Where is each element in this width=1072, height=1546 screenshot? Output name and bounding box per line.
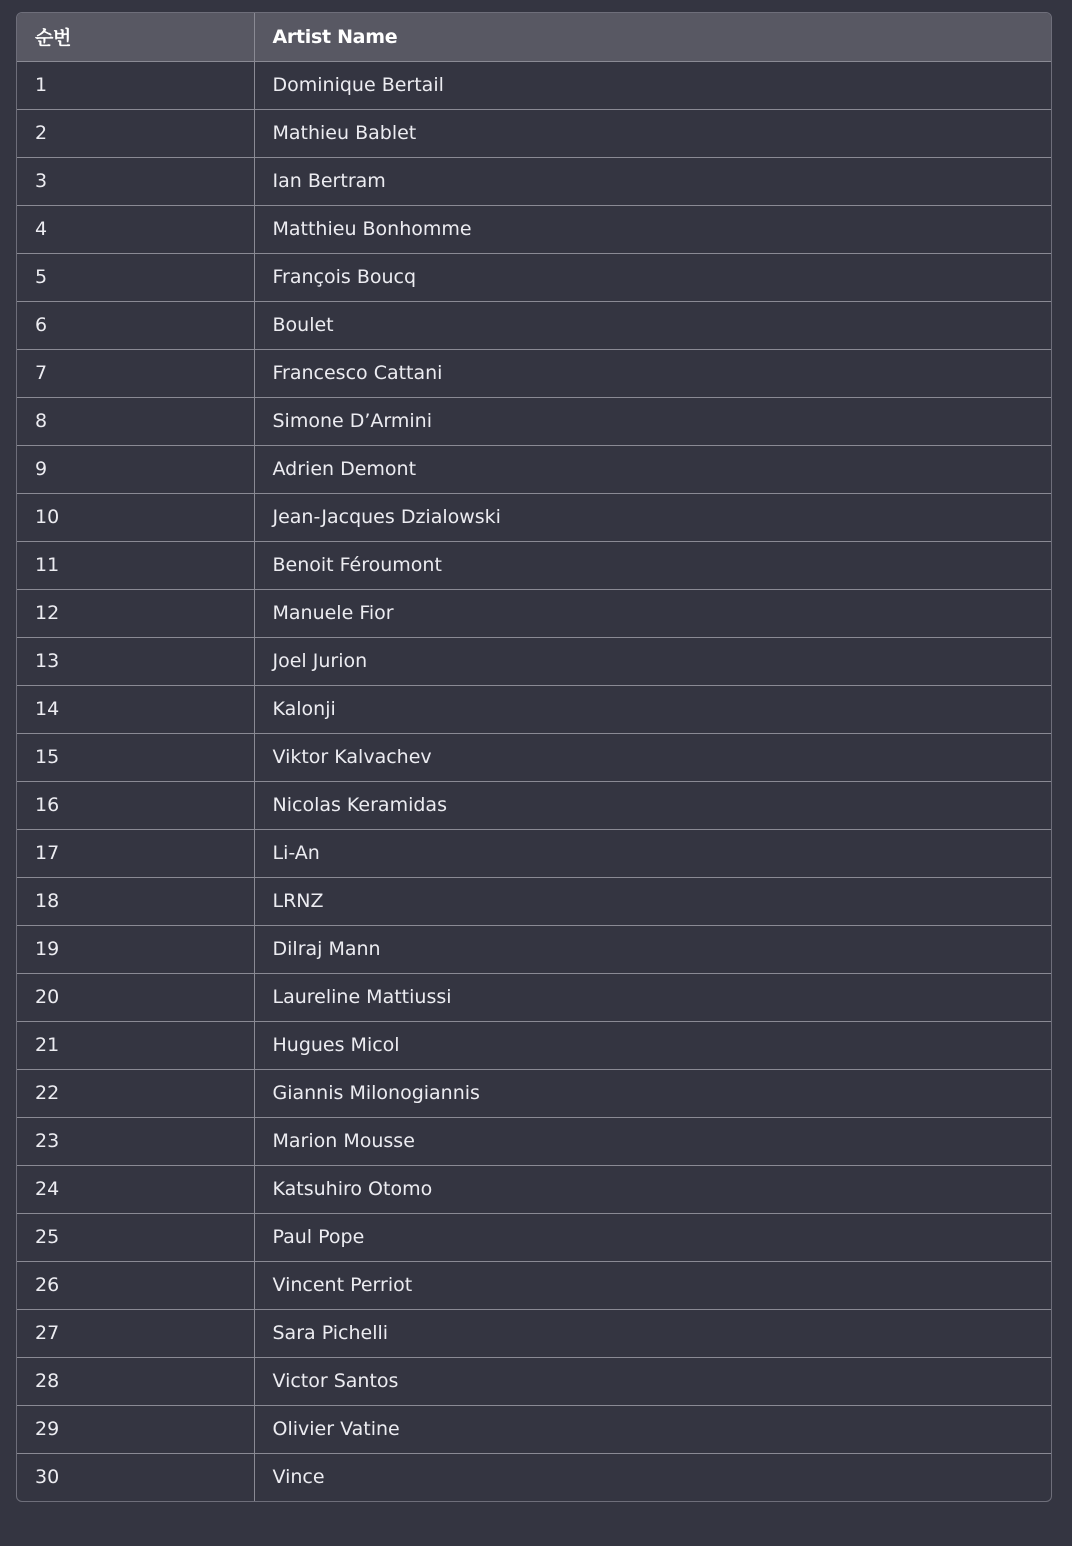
table-row — [17, 253, 1051, 301]
table-row — [17, 733, 1051, 781]
table-row — [17, 925, 1051, 973]
row-artist-name: Victor Santos — [254, 1357, 1051, 1405]
table-row — [17, 541, 1051, 589]
table-row — [17, 445, 1051, 493]
row-artist-name: Viktor Kalvachev — [254, 733, 1051, 781]
artist-table-container — [16, 12, 1052, 1502]
row-number: 24 — [17, 1165, 254, 1213]
header-number: 순번 — [17, 13, 254, 61]
row-artist-name: Kalonji — [254, 685, 1051, 733]
table-body — [17, 61, 1051, 1501]
row-number: 20 — [17, 973, 254, 1021]
table-row — [17, 61, 1051, 109]
row-number: 5 — [17, 253, 254, 301]
row-number: 19 — [17, 925, 254, 973]
table-row — [17, 1405, 1051, 1453]
row-number: 12 — [17, 589, 254, 637]
row-artist-name: Olivier Vatine — [254, 1405, 1051, 1453]
row-number: 30 — [35, 1466, 60, 1489]
row-artist-name: Sara Pichelli — [254, 1309, 1051, 1357]
row-number: 10 — [17, 493, 254, 541]
row-number: 13 — [17, 637, 254, 685]
table-row — [17, 589, 1051, 637]
row-number: 11 — [17, 541, 254, 589]
row-number: 27 — [17, 1309, 254, 1357]
row-number: 23 — [17, 1117, 254, 1165]
table-row — [17, 301, 1051, 349]
row-number: 28 — [17, 1357, 254, 1405]
table-row — [17, 829, 1051, 877]
row-number: 9 — [17, 445, 254, 493]
row-artist-name: Francesco Cattani — [254, 349, 1051, 397]
row-artist-name: Paul Pope — [254, 1213, 1051, 1261]
table-row — [17, 1213, 1051, 1261]
header-artist-name: Artist Name — [254, 13, 1051, 61]
row-number: 8 — [17, 397, 254, 445]
table-row — [17, 1357, 1051, 1405]
row-number: 2 — [17, 109, 254, 157]
row-number: 7 — [17, 349, 254, 397]
table-row — [17, 1309, 1051, 1357]
row-number: 18 — [17, 877, 254, 925]
row-number: 26 — [17, 1261, 254, 1309]
row-artist-name: Boulet — [254, 301, 1051, 349]
row-artist-name: Laureline Mattiussi — [254, 973, 1051, 1021]
table-row — [17, 493, 1051, 541]
table-row — [17, 1453, 1051, 1501]
row-number: 15 — [17, 733, 254, 781]
row-artist-name: Simone D’Armini — [254, 397, 1051, 445]
table-row — [17, 1165, 1051, 1213]
row-number: 4 — [17, 205, 254, 253]
row-artist-name: Katsuhiro Otomo — [254, 1165, 1051, 1213]
table-row — [17, 877, 1051, 925]
table-row — [17, 349, 1051, 397]
table-row — [17, 397, 1051, 445]
table-row — [17, 1261, 1051, 1309]
row-number: 25 — [17, 1213, 254, 1261]
row-artist-name: Benoit Féroumont — [254, 541, 1051, 589]
row-artist-name: Marion Mousse — [254, 1117, 1051, 1165]
row-artist-name: Giannis Milonogiannis — [254, 1069, 1051, 1117]
row-artist-name: Jean-Jacques Dzialowski — [254, 493, 1051, 541]
row-number: 17 — [17, 829, 254, 877]
row-artist-name: Joel Jurion — [254, 637, 1051, 685]
row-artist-name: Mathieu Bablet — [254, 109, 1051, 157]
row-artist-name: Manuele Fior — [254, 589, 1051, 637]
table-row — [17, 205, 1051, 253]
table-header — [17, 13, 1051, 61]
row-artist-name: Matthieu Bonhomme — [254, 205, 1051, 253]
row-number: 29 — [17, 1405, 254, 1453]
row-artist-name: LRNZ — [254, 877, 1051, 925]
row-artist-name: Li-An — [254, 829, 1051, 877]
table-row — [17, 685, 1051, 733]
table-row — [17, 1117, 1051, 1165]
table-row — [17, 157, 1051, 205]
row-number: 16 — [17, 781, 254, 829]
table-row — [17, 109, 1051, 157]
table-row — [17, 1021, 1051, 1069]
table-row — [17, 637, 1051, 685]
row-number: 22 — [17, 1069, 254, 1117]
row-artist-name: Adrien Demont — [254, 445, 1051, 493]
row-artist-name: Vince — [254, 1453, 1051, 1501]
row-number: 6 — [17, 301, 254, 349]
row-number: 3 — [17, 157, 254, 205]
table-row — [17, 973, 1051, 1021]
table-row — [17, 1069, 1051, 1117]
row-artist-name: Nicolas Keramidas — [254, 781, 1051, 829]
artist-table — [17, 13, 1051, 1501]
header-row — [17, 13, 1051, 61]
row-artist-name: Ian Bertram — [254, 157, 1051, 205]
row-number: 1 — [17, 61, 254, 109]
row-number: 21 — [17, 1021, 254, 1069]
row-artist-name: Dominique Bertail — [254, 61, 1051, 109]
row-number: 14 — [17, 685, 254, 733]
row-artist-name: François Boucq — [254, 253, 1051, 301]
row-artist-name: Dilraj Mann — [254, 925, 1051, 973]
row-artist-name: Vincent Perriot — [254, 1261, 1051, 1309]
row-artist-name: Hugues Micol — [254, 1021, 1051, 1069]
table-row — [17, 781, 1051, 829]
